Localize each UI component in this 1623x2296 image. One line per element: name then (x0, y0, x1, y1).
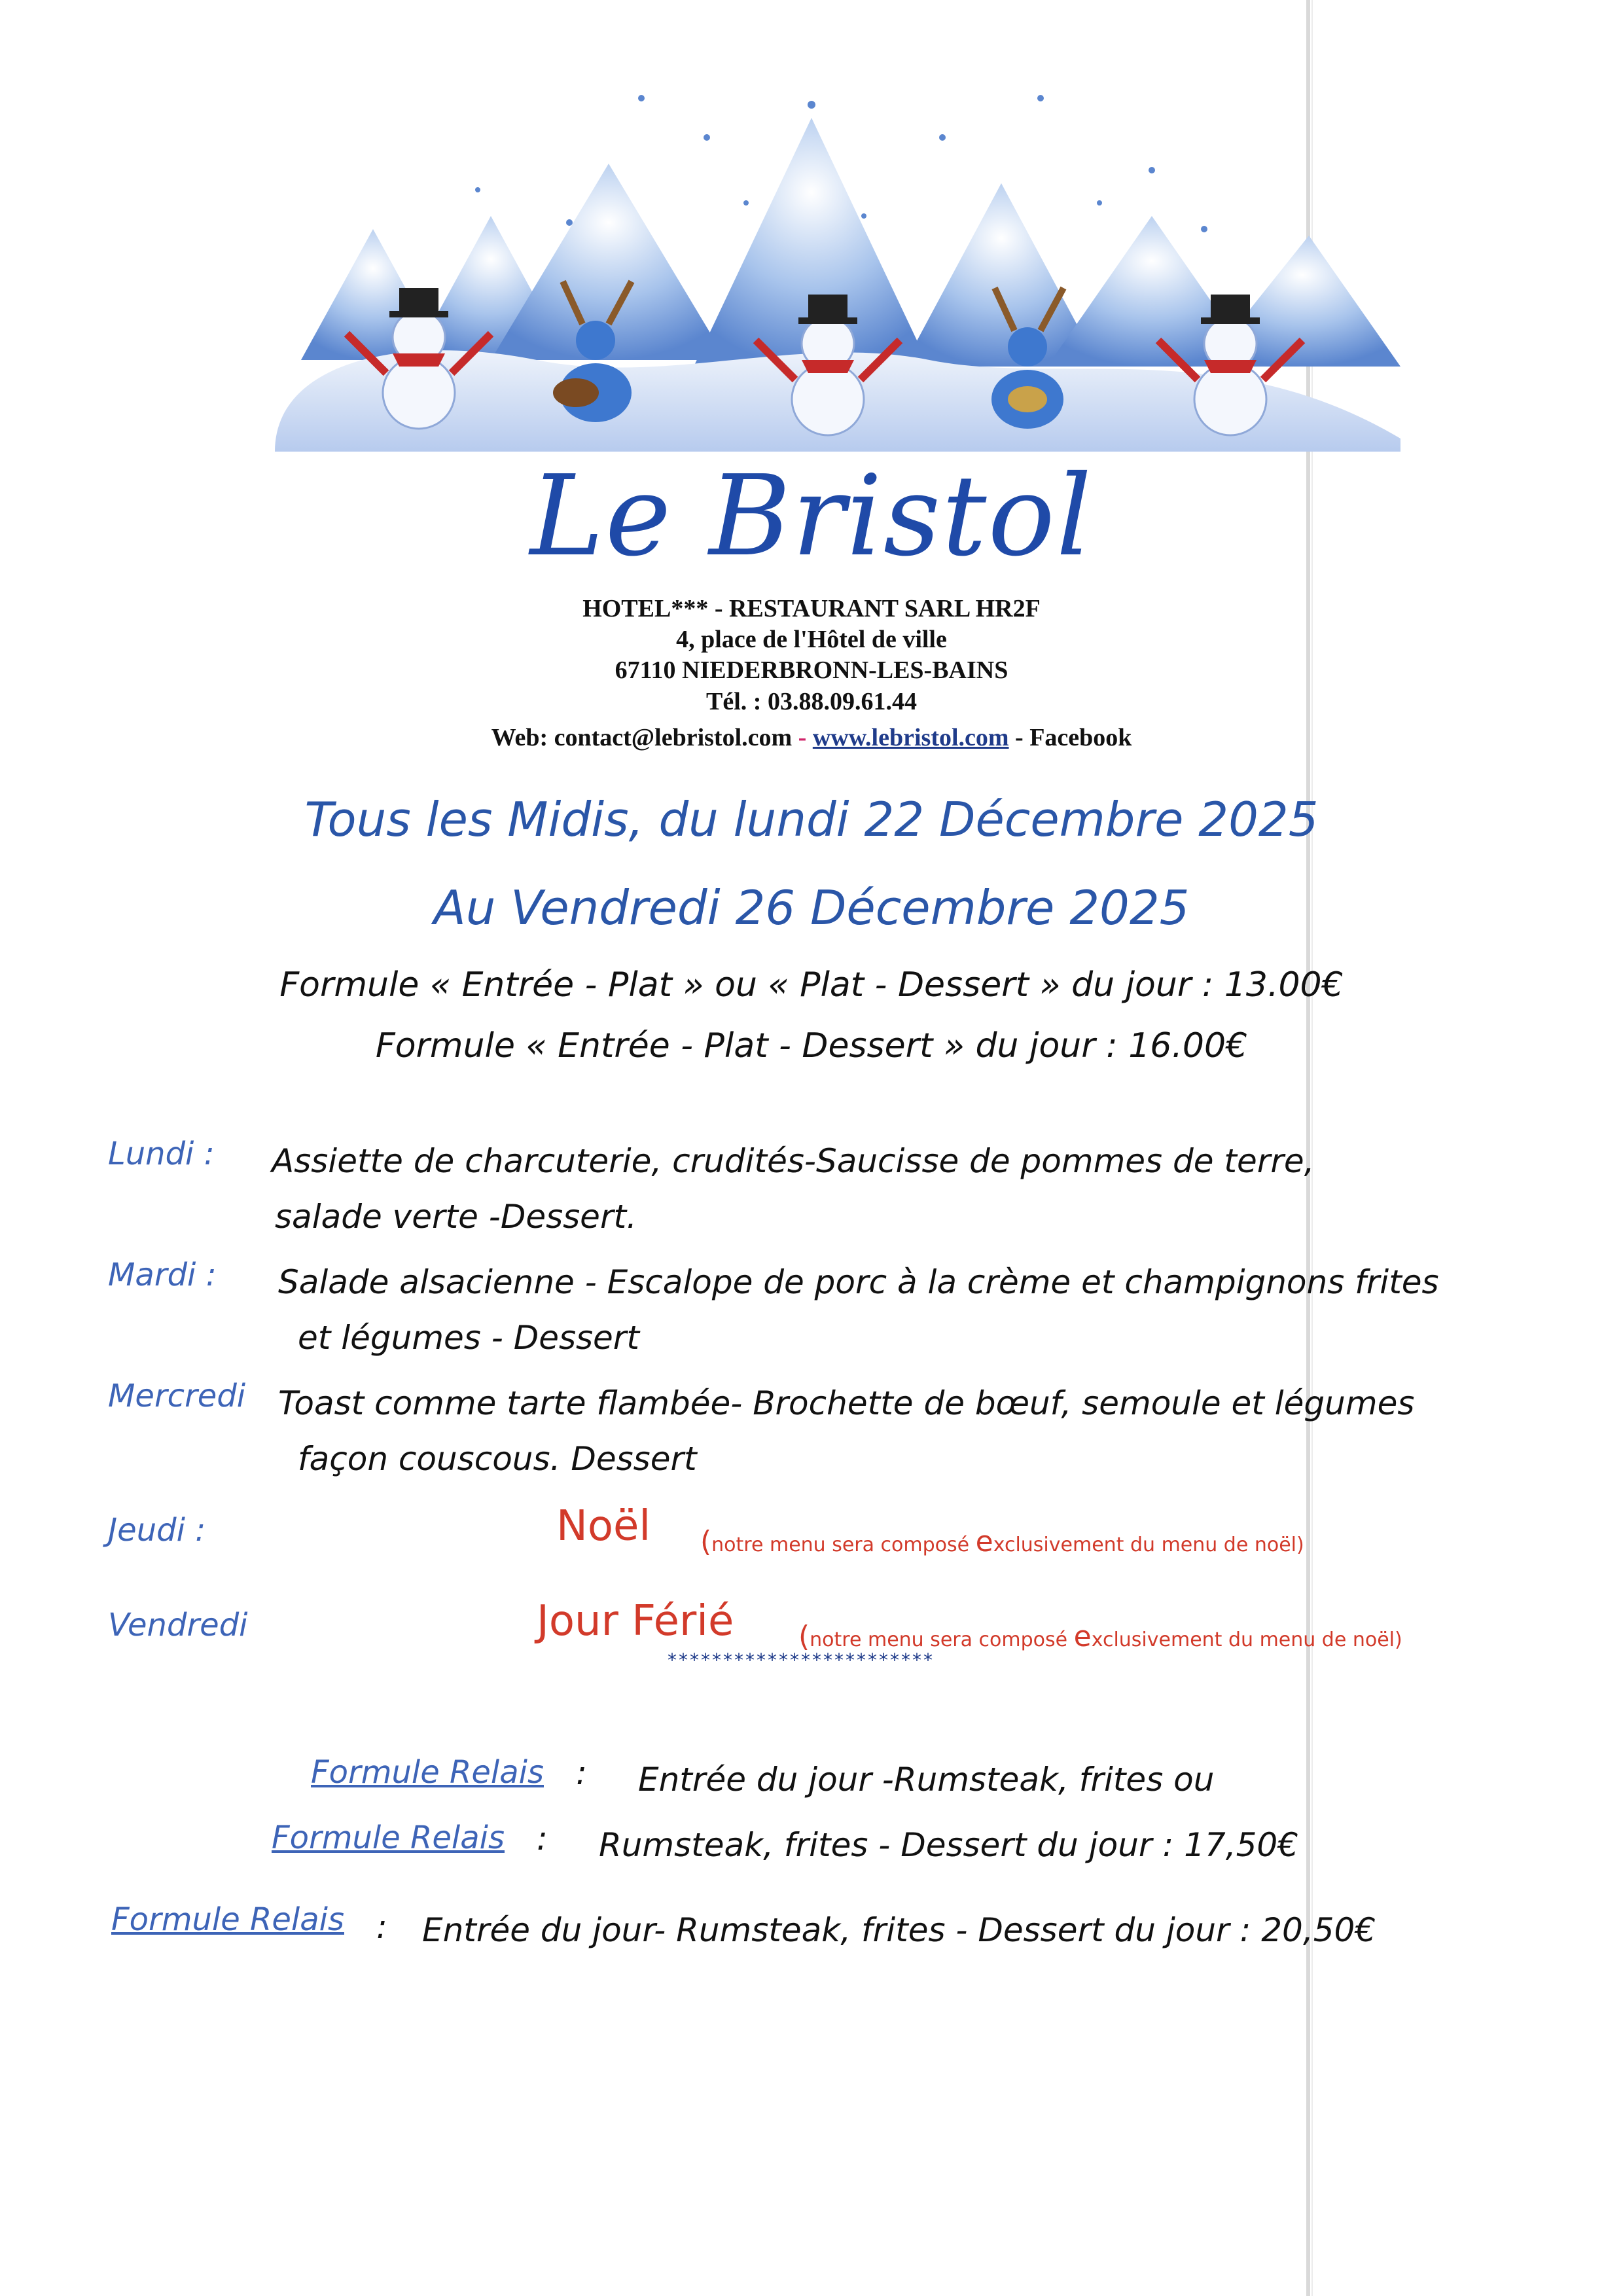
meal-mardi-line-1: Salade alsacienne - Escalope de porc à la crème et champignons frites (278, 1263, 1439, 1301)
formula-1: Formule « Entrée - Plat » ou « Plat - Dessert » du jour : 13.00€ (279, 965, 1344, 1005)
relais-colon-3: : (376, 1908, 387, 1946)
day-label-mercredi: Mercredi (108, 1378, 246, 1414)
meal-mardi-line-2: et légumes - Dessert (298, 1319, 639, 1357)
day-label-lundi: Lundi : (108, 1136, 215, 1172)
header-line-1: HOTEL*** - RESTAURANT SARL HR2F (582, 595, 1041, 622)
relais-text-3: Entrée du jour- Rumsteak, frites - Dessert du jour : 20,50€ (422, 1911, 1376, 1949)
day-label-mardi: Mardi : (108, 1257, 217, 1293)
website-link[interactable]: www.lebristol.com (812, 724, 1009, 751)
relais-text-2: Rumsteak, frites - Dessert du jour : 17,50€ (599, 1826, 1299, 1864)
restaurant-name: Le Bristol (529, 452, 1094, 581)
header-web (0, 723, 1623, 752)
web-email: Web: contact@lebristol.com (491, 724, 793, 751)
web-separator: - (792, 724, 813, 751)
header-phone: Tél. : 03.88.09.61.44 (706, 688, 917, 715)
relais-label-2: Formule Relais (272, 1820, 505, 1856)
winter-banner-illustration (275, 85, 1400, 452)
period-line-1: Tous les Midis, du lundi 22 Décembre 2025 (304, 792, 1319, 847)
header-line-2: 4, place de l'Hôtel de ville (676, 626, 947, 653)
meal-lundi-line-2: salade verte -Dessert. (275, 1198, 637, 1236)
period-line-2: Au Vendredi 26 Décembre 2025 (433, 880, 1190, 935)
note-jeudi: (notre menu sera composé exclusivement du menu de noël) (700, 1525, 1304, 1558)
note-vendredi: (notre menu sera composé exclusivement du menu de noël) (798, 1620, 1402, 1653)
special-noel: Noël (556, 1502, 651, 1551)
relais-text-1: Entrée du jour -Rumsteak, frites ou (638, 1761, 1215, 1799)
relais-colon-2: : (537, 1820, 548, 1857)
meal-mercredi-line-2: façon couscous. Dessert (298, 1440, 697, 1478)
special-jour-ferie: Jour Férié (537, 1597, 734, 1645)
relais-colon-1: : (576, 1754, 587, 1792)
web-facebook: - Facebook (1008, 724, 1132, 751)
meal-lundi-line-1: Assiette de charcuterie, crudités-Saucisse de pommes de terre, (272, 1142, 1315, 1180)
formula-2: Formule « Entrée - Plat - Dessert » du jour : 16.00€ (375, 1026, 1248, 1066)
day-label-vendredi: Vendredi (108, 1607, 248, 1643)
star-divider: ************************ (668, 1649, 935, 1671)
header-line-3: 67110 NIEDERBRONN-LES-BAINS (615, 656, 1008, 684)
relais-label-1: Formule Relais (311, 1754, 544, 1791)
day-label-jeudi: Jeudi : (108, 1512, 206, 1549)
meal-mercredi-line-1: Toast comme tarte flambée- Brochette de bœuf, semoule et légumes (278, 1384, 1415, 1422)
relais-label-3: Formule Relais (111, 1901, 344, 1938)
